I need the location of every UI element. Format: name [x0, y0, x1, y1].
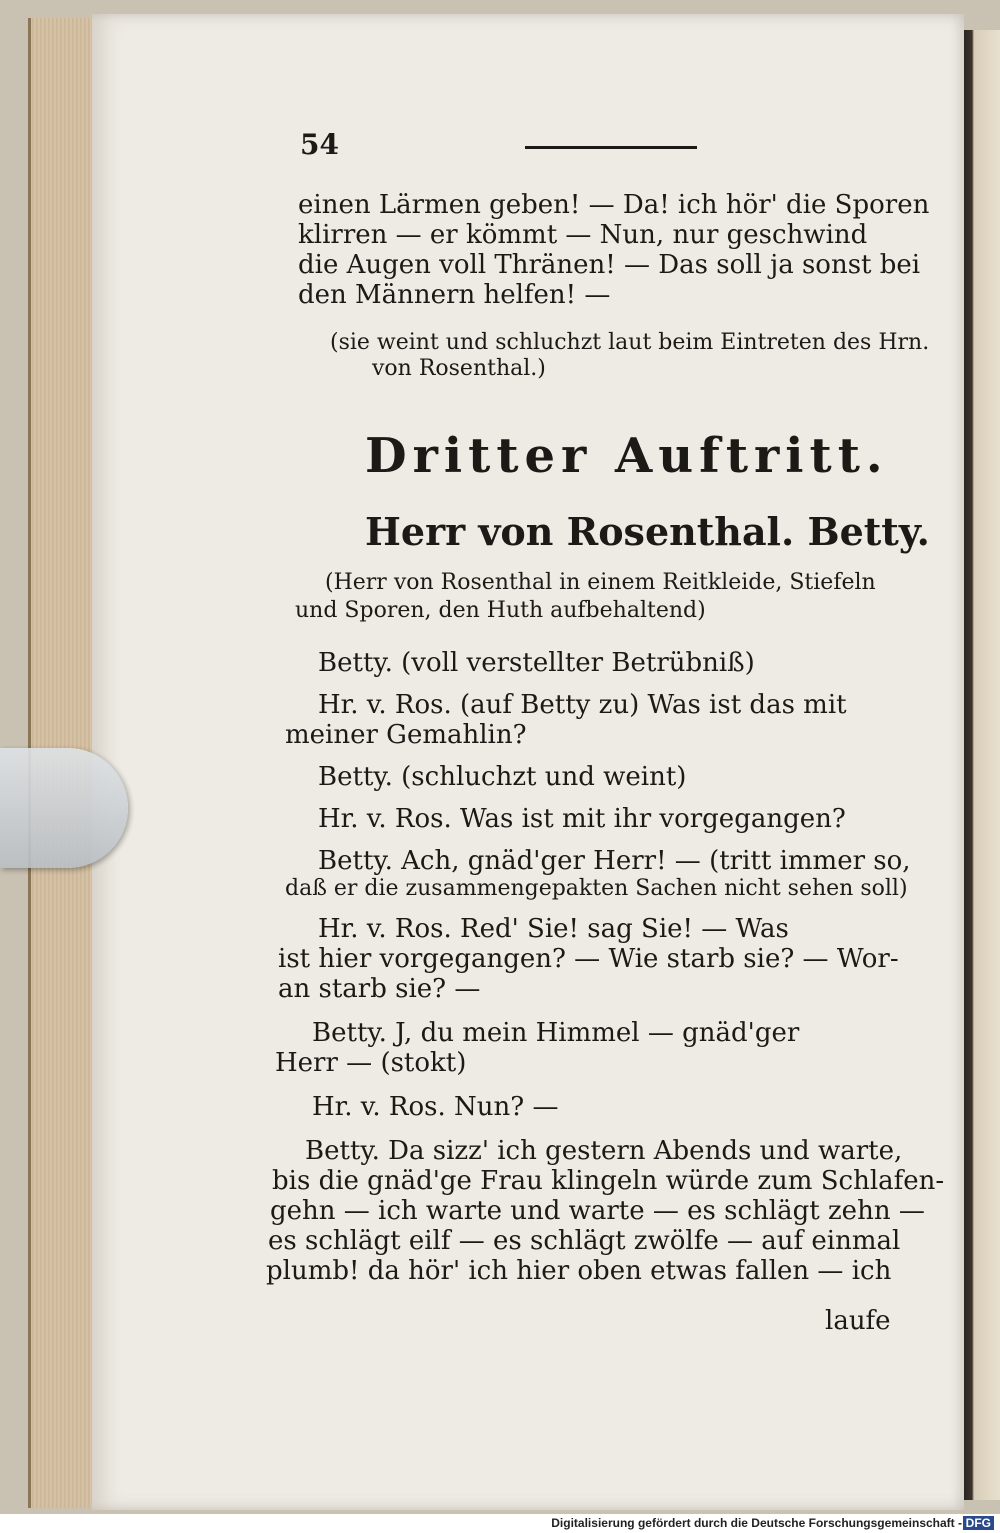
- page-holder-clip: [0, 748, 128, 868]
- dialogue-line: Betty. Ach, gnäd'ger Herr! — (tritt immer so,: [318, 846, 911, 876]
- cast-list: Herr von Rosenthal. Betty.: [365, 509, 930, 554]
- dialogue-line: meiner Gemahlin?: [285, 720, 527, 750]
- stage-direction: (Herr von Rosenthal in einem Reitkleide, Stiefeln: [325, 570, 876, 595]
- dialogue-line: Hr. v. Ros. Was ist mit ihr vorgegangen?: [318, 804, 846, 834]
- footer-bar: [0, 1514, 1000, 1533]
- dfg-logo: DFG: [963, 1516, 994, 1530]
- dialogue-line: daß er die zusammengepakten Sachen nicht sehen soll): [285, 876, 908, 901]
- dialogue-line: Betty. (voll verstellter Betrübniß): [318, 648, 755, 678]
- dialogue-line: Hr. v. Ros. Nun? —: [312, 1092, 559, 1122]
- text-line: die Augen voll Thränen! — Das soll ja sonst bei: [298, 250, 921, 280]
- dialogue-line: ist hier vorgegangen? — Wie starb sie? — Wor-: [278, 944, 899, 974]
- footer-credit: Digitalisierung gefördert durch die Deutsche Forschungsgemeinschaft -: [551, 1516, 962, 1530]
- text-line: einen Lärmen geben! — Da! ich hör' die Sporen: [298, 190, 930, 220]
- dialogue-line: gehn — ich warte und warte — es schlägt zehn —: [270, 1196, 925, 1226]
- scene-heading: Dritter Auftritt.: [365, 428, 889, 484]
- text-line: klirren — er kömmt — Nun, nur geschwind: [298, 220, 868, 250]
- dialogue-line: Betty. J, du mein Himmel — gnäd'ger: [312, 1018, 800, 1048]
- dialogue-line: bis die gnäd'ge Frau klingeln würde zum Schlafen-: [272, 1166, 945, 1196]
- dialogue-line: an starb sie? —: [278, 974, 481, 1004]
- header-rule: [525, 146, 697, 149]
- dialogue-line: Hr. v. Ros. (auf Betty zu) Was ist das mit: [318, 690, 847, 720]
- dialogue-line: es schlägt eilf — es schlägt zwölfe — auf einmal: [268, 1226, 901, 1256]
- dialogue-line: Hr. v. Ros. Red' Sie! sag Sie! — Was: [318, 914, 789, 944]
- catchword: laufe: [825, 1306, 891, 1336]
- dialogue-line: Betty. Da sizz' ich gestern Abends und warte,: [305, 1136, 903, 1166]
- text-line: den Männern helfen! —: [298, 280, 611, 310]
- dialogue-line: Betty. (schluchzt und weint): [318, 762, 687, 792]
- stage-direction: von Rosenthal.): [372, 356, 546, 381]
- page-number: 54: [300, 128, 339, 161]
- dialogue-line: plumb! da hör' ich hier oben etwas fallen — ich: [266, 1256, 892, 1286]
- dialogue-line: Herr — (stokt): [275, 1048, 467, 1078]
- stage-direction: (sie weint und schluchzt laut beim Eintreten des Hrn.: [330, 330, 930, 355]
- facing-page-edge: [964, 30, 1000, 1500]
- stage-direction: und Sporen, den Huth aufbehaltend): [295, 598, 706, 623]
